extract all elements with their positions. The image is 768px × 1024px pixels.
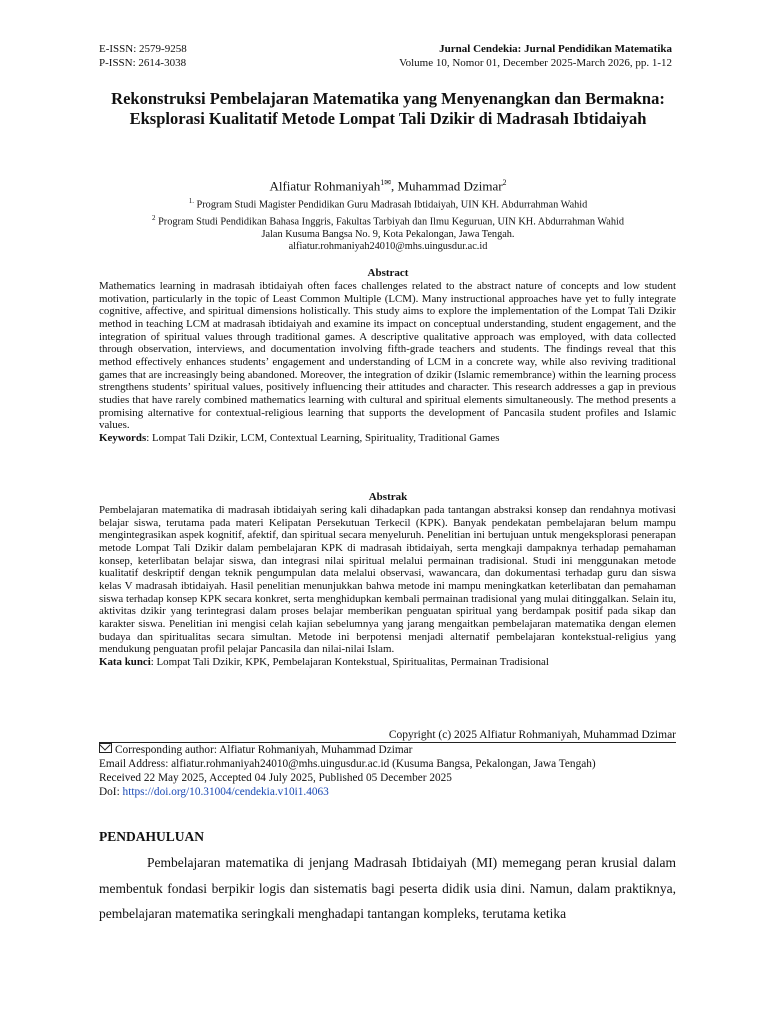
kata-kunci-label: Kata kunci xyxy=(99,655,151,668)
affiliation-1-marker: 1. xyxy=(188,197,194,205)
article-dates: Received 22 May 2025, Accepted 04 July 2025, Published 05 December 2025 xyxy=(99,772,452,784)
author-2: Muhammad Dzimar xyxy=(397,178,503,194)
abstract-indonesian-text: Pembelajaran matematika di madrasah ibtidaiyah sering kali dihadapkan pada tantangan abstraksi konsep dan rendahnya motivasi belajar siswa, terutama pada materi Kelipatan Persekutuan Terkecil (KPK). Banyak pendekatan pembelajaran belum mampu mengintegrasikan aspek kognitif, afektif, dan spiritual secara menyeluruh. Penelitian ini bertujuan untuk mengeksplorasi penerapan metode Lompat Tali Dzikir dalam pembelajaran KPK di madrasah ibtidaiyah, serta mengkaji dampaknya terhadap pemahaman konsep, keterlibatan belajar siswa, dan integrasi nilai spiritual melalui permainan tradisional. Studi ini menggunakan metode kualitatif deskriptif dengan teknik pengumpulan data melalui observasi, wawancara, dan dokumentasi terhadap guru dan siswa kelas V madrasah ibtidaiyah. Hasil penelitian menunjukkan bahwa metode ini mampu meningkatkan keterlibatan dan pemahaman siswa terhadap konsep KPK secara konkret, serta menghidupkan kembali permainan tradisional yang mulai ditinggalkan. Selain itu, aktivitas dzikir yang terintegrasi dalam proses belajar memberikan penguatan spiritual yang berdampak positif pada sikap dan karakter siswa. Penelitian ini mengisi celah kajian sebelumnya yang jarang mengaitkan pembelajaran matematika dengan elemen budaya dan spiritualitas secara simultan. Metode ini berpotensi menjadi alternatif pembelajaran kontekstual-religius yang mendukung penguatan profil pelajar Pancasila dan nilai-nilai Islam. xyxy=(99,504,676,656)
issn-block xyxy=(99,42,187,70)
affiliation-2-marker: 2 xyxy=(152,213,156,222)
abstract-english xyxy=(99,280,676,445)
journal-name: Jurnal Cendekia: Jurnal Pendidikan Matematika xyxy=(439,43,672,55)
affiliation-2-text: Program Studi Pendidikan Bahasa Inggris, Fakultas Tarbiyah dan Ilmu Keguruan, UIN KH. Abdurrahman Wahid xyxy=(155,216,624,228)
author-2-marker: 2 xyxy=(502,178,507,187)
affiliation-email: alfiatur.rohmaniyah24010@mhs.uingusdur.ac.id xyxy=(288,241,488,253)
author-line xyxy=(100,175,676,194)
author-separator: , xyxy=(390,178,398,194)
copyright-notice: Copyright (c) 2025 Alfiatur Rohmaniyah, Muhammad Dzimar xyxy=(388,729,676,741)
keywords-label: Keywords xyxy=(99,431,147,444)
abstract-heading: Abstract xyxy=(367,267,409,279)
affiliation-1-text: Program Studi Magister Pendidikan Guru Madrasah Ibtidaiyah, UIN KH. Abdurrahman Wahid xyxy=(193,199,588,211)
corresponding-author-text: Corresponding author: Alfiatur Rohmaniyah, Muhammad Dzimar xyxy=(115,744,413,756)
pissn: P-ISSN: 2614-3038 xyxy=(99,57,187,69)
affiliations xyxy=(100,195,676,253)
introduction-paragraph: Pembelajaran matematika di jenjang Madrasah Ibtidaiyah (MI) memegang peran krusial dalam membentuk fondasi berpikir logis dan sistematis bagi peserta didik usia dini. Namun, dalam praktiknya, pembelajaran matematika seringkali menghadapi tantangan kompleks, terutama ketika xyxy=(99,855,676,922)
email-address: Email Address: alfiatur.rohmaniyah24010@mhs.uingusdur.ac.id (Kusuma Bangsa, Pekalongan, Jawa Tengah) xyxy=(99,758,596,770)
doi-label: DoI: xyxy=(99,786,123,798)
kata-kunci-line xyxy=(99,656,676,669)
section-heading-introduction: PENDAHULUAN xyxy=(99,829,205,844)
paper-title: Rekonstruksi Pembelajaran Matematika yang Menyenangkan dan Bermakna: Eksplorasi Kualitatif Metode Lompat Tali Dzikir di Madrasah Ibtidaiyah xyxy=(111,89,665,128)
eissn: E-ISSN: 2579-9258 xyxy=(99,43,187,55)
journal-header xyxy=(399,42,672,70)
keywords-list: : Lompat Tali Dzikir, LCM, Contextual Learning, Spirituality, Traditional Games xyxy=(146,431,500,444)
author-1: Alfiatur Rohmaniyah xyxy=(269,178,381,194)
kata-kunci-list: : Lompat Tali Dzikir, KPK, Pembelajaran Kontekstual, Spiritualitas, Permainan Tradisional xyxy=(150,655,549,668)
abstract-indonesian xyxy=(99,504,676,669)
doi-line xyxy=(99,785,689,799)
keywords-line xyxy=(99,432,676,445)
affiliation-2 xyxy=(100,212,676,229)
doi-link[interactable]: https://doi.org/10.31004/cendekia.v10i1.4063 xyxy=(122,786,329,798)
envelope-icon xyxy=(99,743,112,753)
corresponding-author xyxy=(99,743,689,757)
affiliation-1 xyxy=(100,195,676,212)
abstrak-heading: Abstrak xyxy=(368,491,408,503)
author-1-marker: 1✉ xyxy=(380,178,391,187)
journal-volume: Volume 10, Nomor 01, December 2025-March 2026, pp. 1-12 xyxy=(399,57,672,69)
affiliation-address: Jalan Kusuma Bangsa No. 9, Kota Pekalongan, Jawa Tengah. xyxy=(261,228,515,240)
abstract-english-text: Mathematics learning in madrasah ibtidaiyah often faces challenges related to the abstract nature of concepts and low student motivation, particularly in the topic of Least Common Multiple (LCM). Many instructional approaches have yet to fully integrate cognitive, affective, and spiritual dimensions holistically. This study aims to explore the implementation of the Lompat Tali Dzikir method in teaching LCM at madrasah ibtidaiyah and examine its impact on conceptual understanding, student engagement, and the integration of spiritual values through traditional games. A descriptive qualitative approach was employed, with data collected through observation, interviews, and documentation involving fifth-grade teachers and students. The findings reveal that this method effectively enhances students’ engagement and understanding of LCM in a concrete way, while also reviving traditional games that are increasingly being abandoned. Moreover, the integration of dzikir (Islamic remembrance) within the learning process strengthens students’ spiritual values, positively influencing their attitudes and character. This research addresses a gap in previous studies that have rarely combined mathematics learning with cultural and spiritual elements simultaneously. The method presents a promising alternative for contextual-religious learning that supports the development of Pancasila student profiles and Islamic values. xyxy=(99,280,676,432)
article-meta xyxy=(99,743,689,799)
